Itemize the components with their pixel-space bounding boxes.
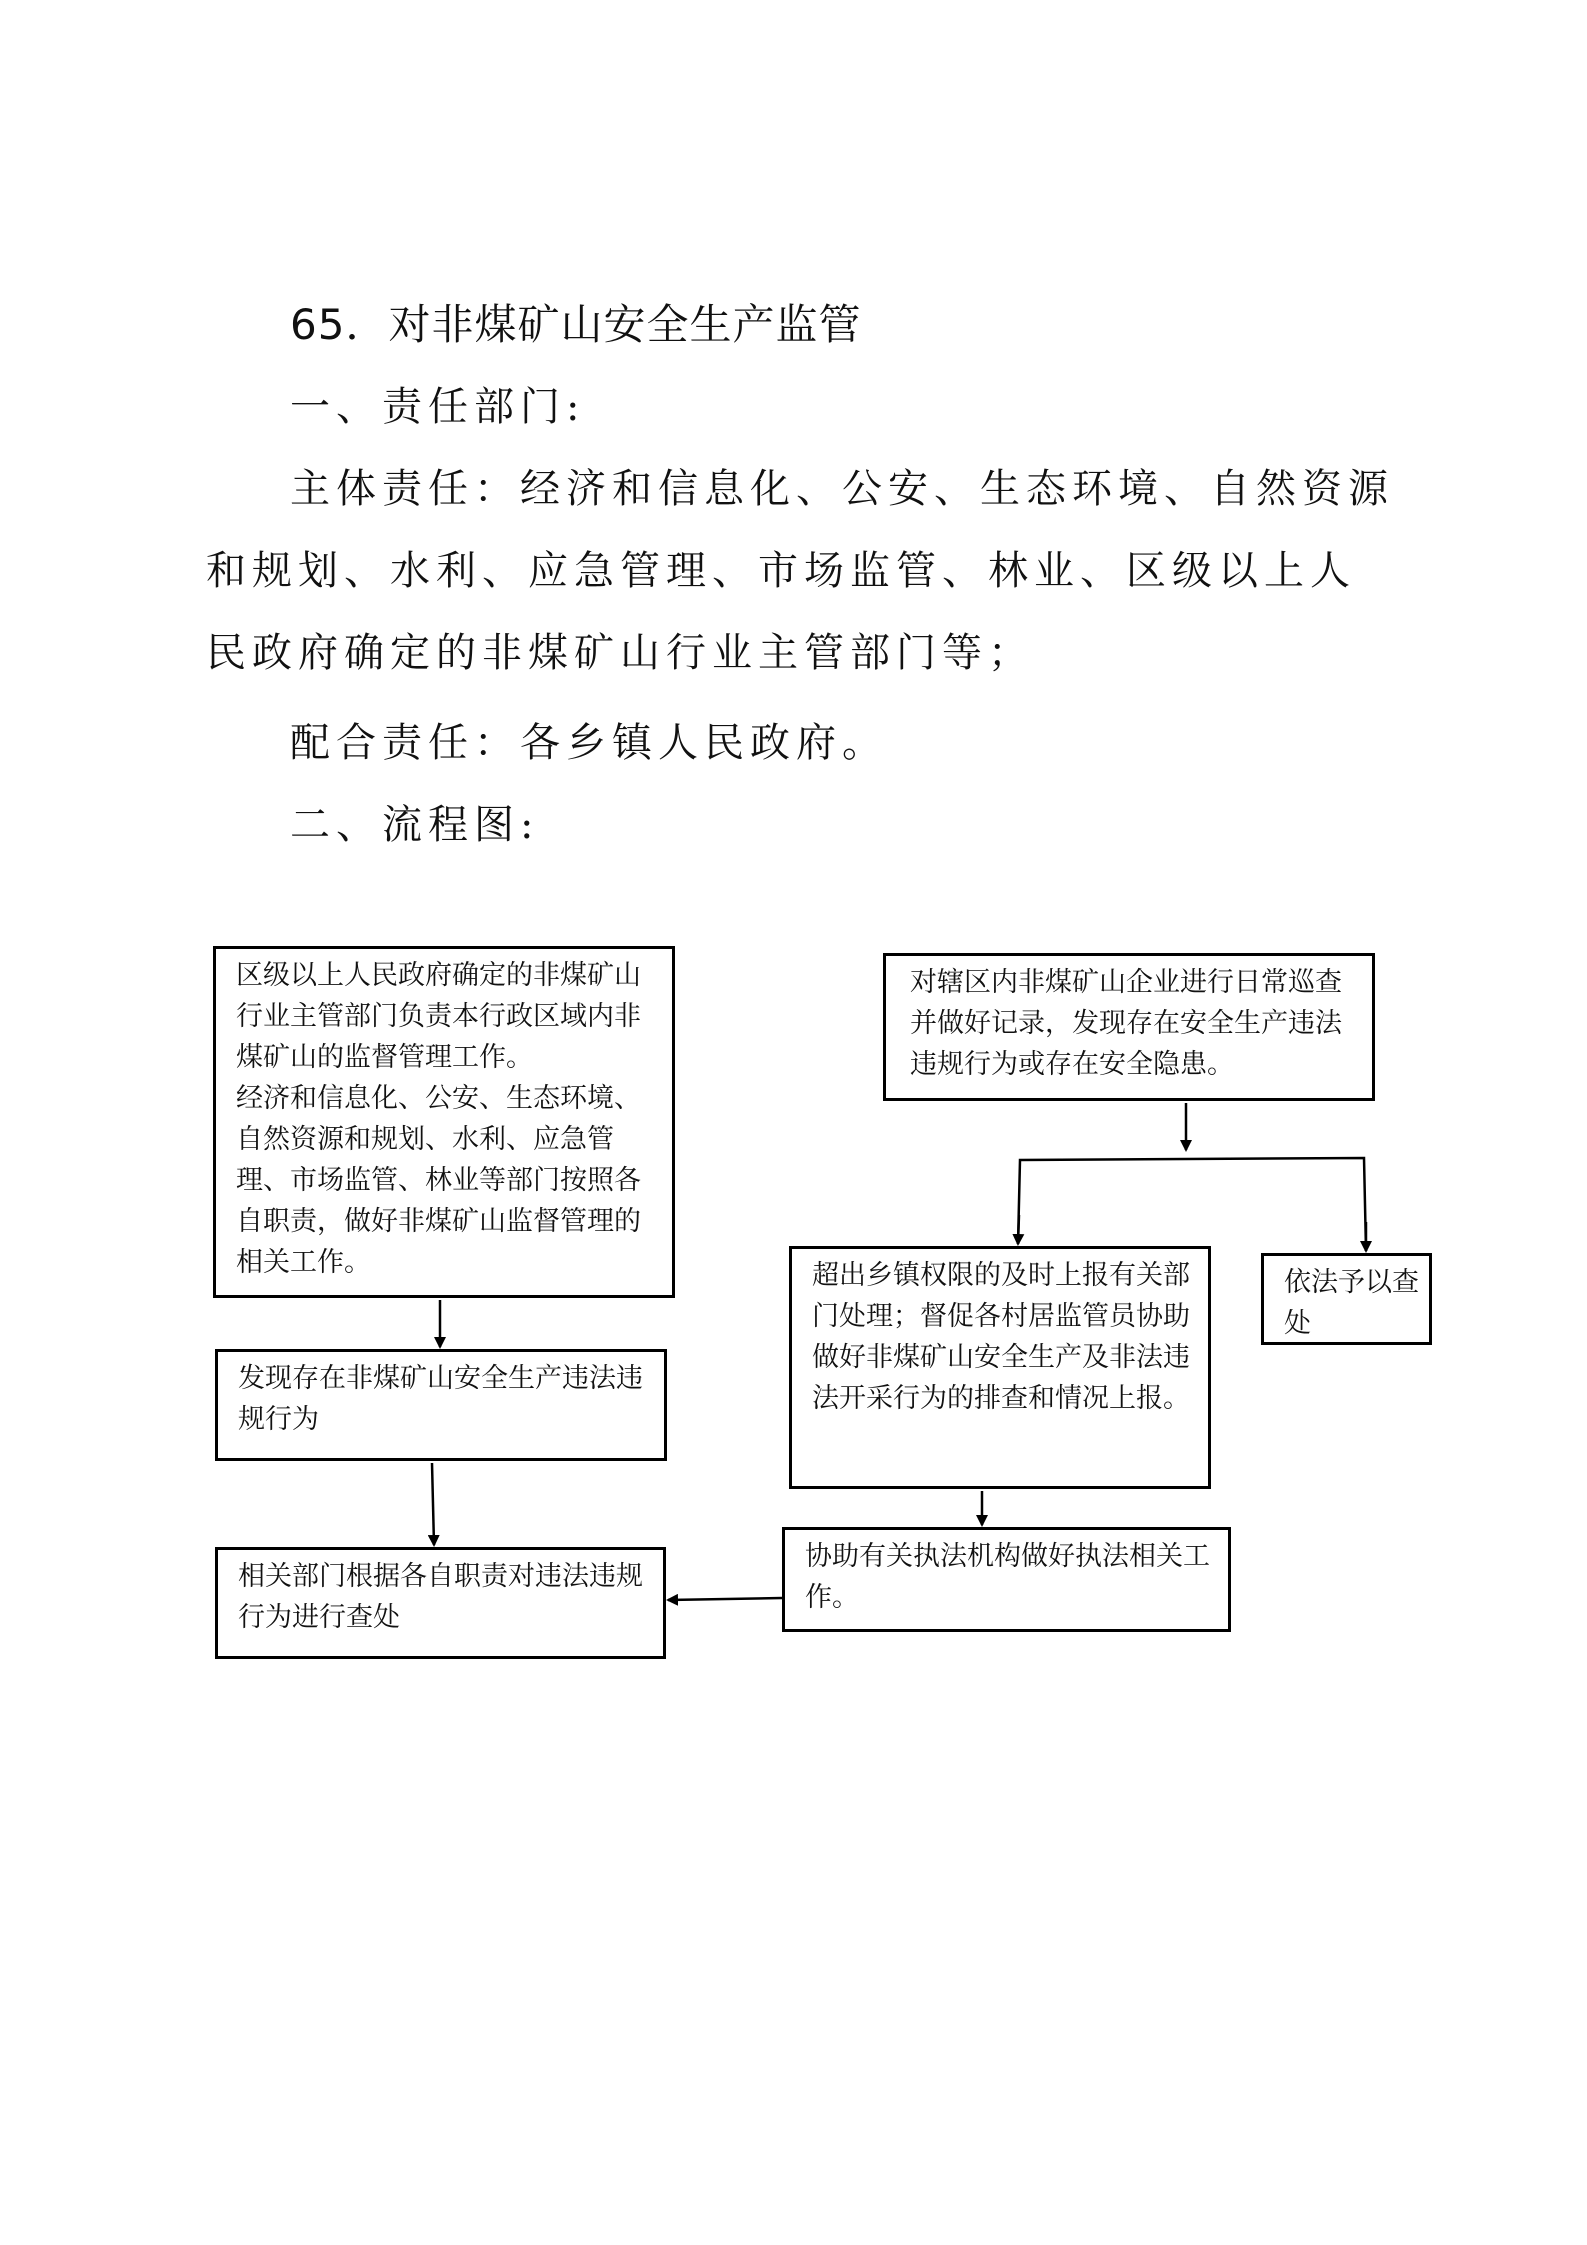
flow-box-daily-inspection: 对辖区内非煤矿山企业进行日常巡查并做好记录，发现存在安全生产违法违规行为或存在安全隐患。 (883, 953, 1375, 1101)
section-title-flowchart: 二、流程图: (290, 802, 540, 848)
document-heading: 65．对非煤矿山安全生产监管 (290, 300, 862, 349)
flow-box-county-departments-text: 区级以上人民政府确定的非煤矿山行业主管部门负责本行政区域内非煤矿山的监督管理工作。 (236, 960, 641, 1073)
flow-box-county-departments (213, 946, 675, 1298)
section-title-responsible-departments: 一、责任部门: (290, 384, 586, 430)
arrow-to-box5 (1018, 1215, 1019, 1244)
cooperative-responsibility-paragraph: 配合责任：各乡镇人民政府。 (290, 720, 888, 766)
flow-box-investigate: 相关部门根据各自职责对违法违规行为进行查处 (215, 1547, 666, 1659)
flow-box-assist-enforcement: 协助有关执法机构做好执法相关工作。 (782, 1527, 1231, 1632)
flow-box-punish-by-law: 依法予以查处 (1261, 1253, 1432, 1345)
flow-box-discover-violation: 发现存在非煤矿山安全生产违法违规行为 (215, 1349, 667, 1461)
arrow-box7-to-box3 (668, 1598, 782, 1600)
flow-box-county-departments-text-2: 经济和信息化、公安、生态环境、自然资源和规划、水利、应急管理、市场监管、林业等部门按照各自职责，做好非煤矿山监督管理的相关工作。 (236, 1083, 641, 1278)
flow-box-report-upward: 超出乡镇权限的及时上报有关部门处理；督促各村居监管员协助做好非煤矿山安全生产及非法违法开采行为的排查和情况上报。 (789, 1246, 1211, 1489)
arrow-box2-to-box3 (432, 1463, 434, 1545)
branch-line (1018, 1158, 1366, 1251)
main-responsibility-paragraph: 主体责任：经济和信息化、公安、生态环境、自然资源和规划、水利、应急管理、市场监管、林业、区级以上人民政府确定的非煤矿山行业主管部门等； (206, 466, 1394, 676)
